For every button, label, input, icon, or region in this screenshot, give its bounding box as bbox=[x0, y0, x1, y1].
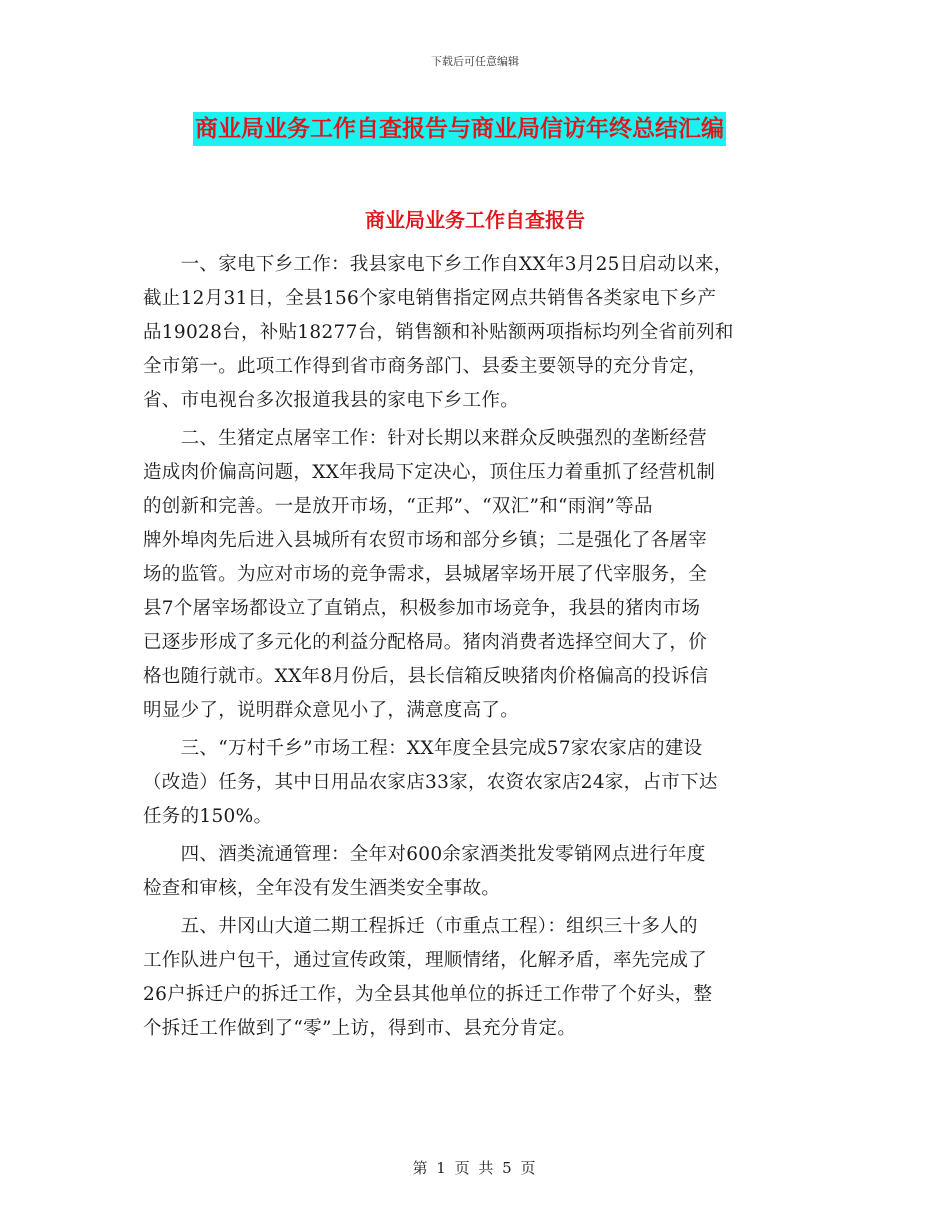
paragraph-2 bbox=[143, 422, 843, 728]
text-line: 五、井冈山大道二期工程拆迁（市重点工程）：组织三十多人的 bbox=[143, 916, 698, 937]
paragraph-4 bbox=[143, 838, 843, 906]
paragraph-5 bbox=[143, 910, 843, 1046]
text-line: 26户拆迁户的拆迁工作，为全县其他单位的拆迁工作带了个好头，整 bbox=[143, 984, 713, 1005]
text-line: （改造）任务，其中日用品农家店33家，农资农家店24家，占市下达 bbox=[143, 772, 718, 793]
page-number: 第 1 页 共 5 页 bbox=[412, 1159, 538, 1177]
text-line: 一、家电下乡工作：我县家电下乡工作自XX年3月25日启动以来， bbox=[143, 254, 733, 275]
text-line: 明显少了，说明群众意见小了，满意度高了。 bbox=[143, 700, 520, 721]
text-line: 个拆迁工作做到了“零”上访，得到市、县充分肯定。 bbox=[143, 1018, 577, 1039]
text-line: 三、“万村千乡”市场工程：XX年度全县完成57家农家店的建设 bbox=[143, 738, 703, 759]
text-line: 的创新和完善。一是放开市场，“正邦”、“双汇”和“雨润”等品 bbox=[143, 496, 653, 517]
paragraph-3 bbox=[143, 732, 843, 834]
text-line: 已逐步形成了多元化的利益分配格局。猪肉消费者选择空间大了，价 bbox=[143, 632, 708, 653]
text-line: 全市第一。此项工作得到省市商务部门、县委主要领导的充分肯定， bbox=[143, 356, 708, 377]
text-line: 截止12月31日，全县156个家电销售指定网点共销售各类家电下乡产 bbox=[143, 288, 717, 309]
text-line: 县7个屠宰场都设立了直销点，积极参加市场竞争，我县的猪肉市场 bbox=[143, 598, 701, 619]
text-line: 牌外埠肉先后进入县城所有农贸市场和部分乡镇；二是强化了各屠宰 bbox=[143, 530, 708, 551]
text-line: 格也随行就市。XX年8月份后，县长信箱反映猪肉价格偏高的投诉信 bbox=[143, 666, 709, 687]
text-line: 四、酒类流通管理：全年对600余家酒类批发零销网点进行年度 bbox=[143, 844, 706, 865]
text-line: 工作队进户包干，通过宣传政策，理顺情绪，化解矛盾，率先完成了 bbox=[143, 950, 708, 971]
document-title: 商业局业务工作自查报告与商业局信访年终总结汇编 bbox=[193, 112, 726, 146]
text-line: 二、生猪定点屠宰工作：针对长期以来群众反映强烈的垄断经营 bbox=[143, 428, 708, 449]
document-body bbox=[143, 248, 843, 1050]
text-line: 省、市电视台多次报道我县的家电下乡工作。 bbox=[143, 390, 520, 411]
text-line: 品19028台，补贴18277台，销售额和补贴额两项指标均列全省前列和 bbox=[143, 322, 734, 343]
text-line: 场的监管。为应对市场的竞争需求，县城屠宰场开展了代宰服务，全 bbox=[143, 564, 708, 585]
text-line: 检查和审核，全年没有发生酒类安全事故。 bbox=[143, 878, 501, 899]
page-header-note: 下载后可任意编辑 bbox=[431, 55, 519, 68]
text-line: 造成肉价偏高问题，XX年我局下定决心，顶住压力着重抓了经营机制 bbox=[143, 462, 716, 483]
text-line: 任务的150%。 bbox=[143, 806, 273, 827]
paragraph-1 bbox=[143, 248, 843, 418]
section-title: 商业局业务工作自查报告 bbox=[365, 208, 585, 232]
